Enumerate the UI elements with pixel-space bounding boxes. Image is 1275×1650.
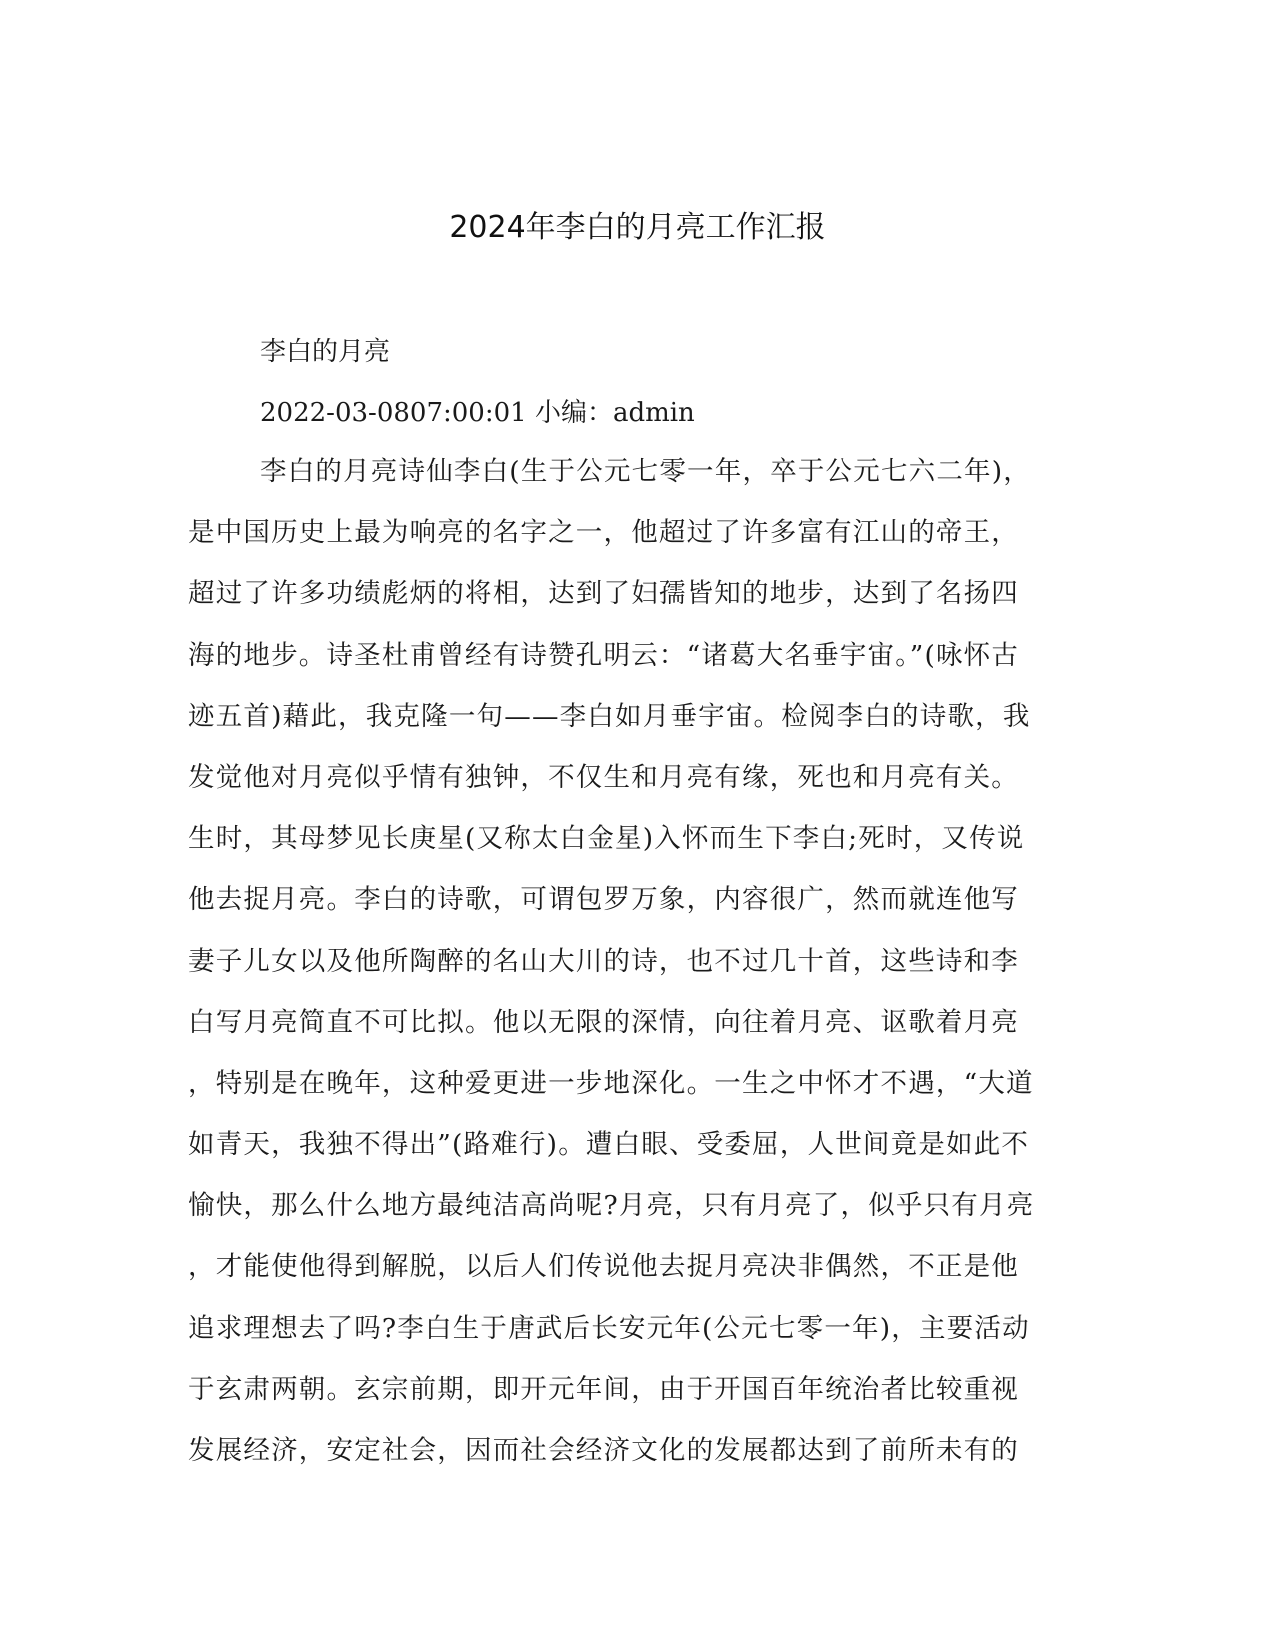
body-line: 妻子儿女以及他所陶醉的名山大川的诗，也不过几十首，这些诗和李 [188, 945, 1019, 977]
body-line: 发展经济，安定社会，因而社会经济文化的发展都达到了前所未有的 [188, 1435, 1019, 1466]
body-line: 追求理想去了吗?李白生于唐武后长安元年(公元七零一年)，主要活动 [188, 1312, 1030, 1344]
body-line: 白写月亮简直不可比拟。他以无限的深情，向往着月亮、讴歌着月亮 [188, 1006, 1019, 1038]
article-meta: 2022-03-0807:00:01 小编：admin [260, 398, 695, 428]
body-line: 发觉他对月亮似乎情有独钟，不仅生和月亮有缘，死也和月亮有关。 [188, 761, 1019, 793]
document-title: 2024年李白的月亮工作汇报 [449, 210, 826, 245]
body-line: 李白的月亮诗仙李白(生于公元七零一年，卒于公元七六二年)， [260, 456, 1031, 487]
body-text [188, 454, 1068, 1494]
article-subtitle: 李白的月亮 [260, 337, 391, 367]
body-line: 海的地步。诗圣杜甫曾经有诗赞孔明云：“诸葛大名垂宇宙。”(咏怀古 [188, 639, 1020, 671]
body-line: 如青天，我独不得出”(路难行)。遭白眼、受委屈，人世间竟是如此不 [188, 1129, 1030, 1161]
body-line: 迹五首)藉此，我克隆一句——李白如月垂宇宙。检阅李白的诗歌，我 [188, 700, 1031, 732]
body-line: ，特别是在晚年，这种爱更进一步地深化。一生之中怀才不遇，“大道 [188, 1067, 1034, 1099]
body-line: 他去捉月亮。李白的诗歌，可谓包罗万象，内容很广，然而就连他写 [188, 884, 1019, 916]
body-line: 生时，其母梦见长庚星(又称太白金星)入怀而生下李白;死时，又传说 [188, 823, 1025, 855]
body-line: 于玄肃两朝。玄宗前期，即开元年间，由于开国百年统治者比较重视 [188, 1373, 1019, 1405]
body-line: 愉快，那么什么地方最纯洁高尚呢?月亮，只有月亮了，似乎只有月亮 [188, 1190, 1035, 1222]
body-line: 是中国历史上最为响亮的名字之一，他超过了许多富有江山的帝王， [188, 517, 1019, 549]
body-line: ，才能使他得到解脱，以后人们传说他去捉月亮决非偶然，不正是他 [188, 1251, 1019, 1283]
body-line: 超过了许多功绩彪炳的将相，达到了妇孺皆知的地步，达到了名扬四 [188, 578, 1019, 610]
